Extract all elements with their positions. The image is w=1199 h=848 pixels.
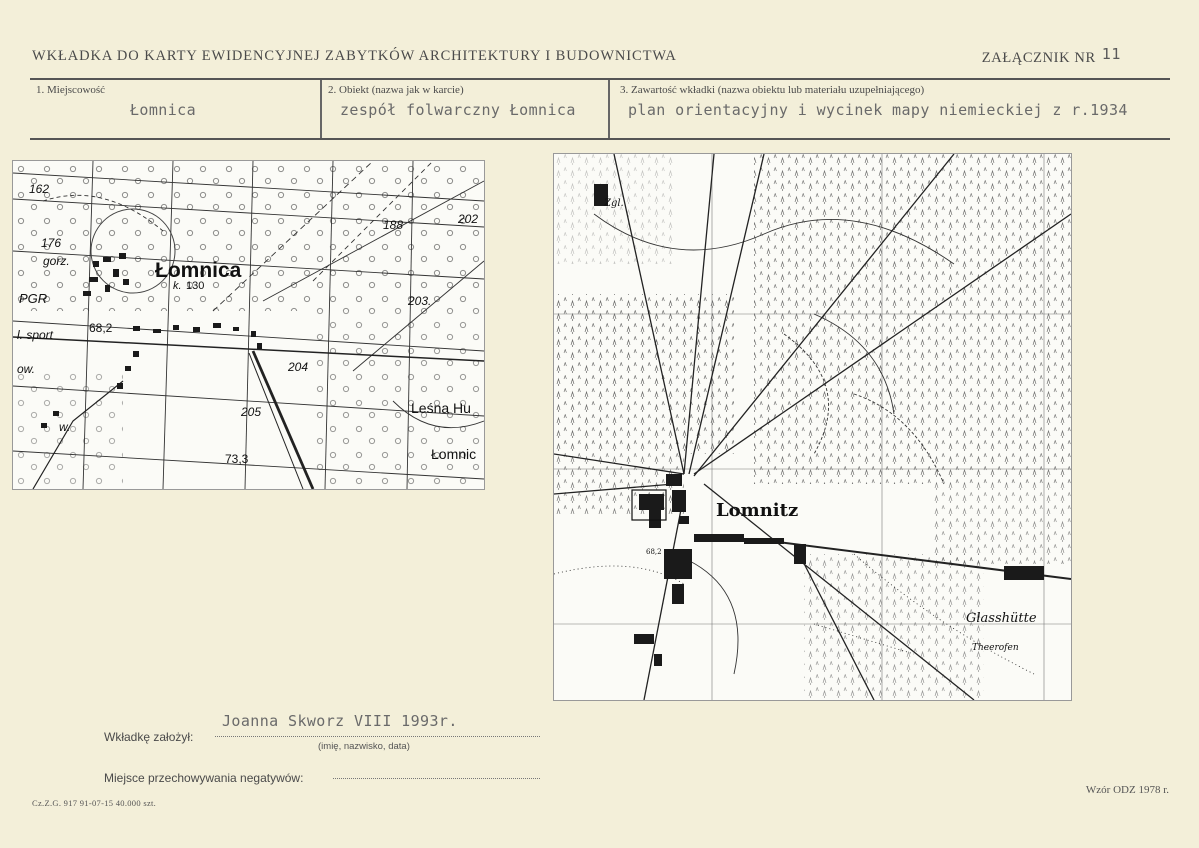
map-label-text: l. sport — [17, 328, 54, 342]
created-by-value: Joanna Skworz VIII 1993r. — [222, 712, 458, 730]
map-label-text: ow. — [17, 362, 36, 376]
map-label-elevation: 130 — [186, 280, 205, 292]
form-reference: Wzór ODZ 1978 r. — [1085, 784, 1169, 796]
attachment-number — [981, 45, 1121, 67]
negatives-storage-label: Miejsce przechowywania negatywów: — [104, 771, 304, 785]
created-by-label: Wkładkę założył: — [104, 730, 194, 744]
map-label-elevation: 188 — [383, 218, 404, 232]
created-by-hint: (imię, nazwisko, data) — [318, 741, 410, 752]
map-label-elevation: 162 — [29, 182, 50, 196]
map-label-town: Łomnica — [155, 259, 242, 282]
orientation-map — [12, 160, 485, 490]
field-locality-value: Łomnica — [130, 101, 197, 119]
map-label-elevation: 68,2 — [646, 548, 662, 556]
map-label-text: k. — [173, 280, 182, 292]
german-map-1934 — [553, 153, 1072, 701]
orientation-map-drawing — [13, 161, 484, 489]
field-locality-label: 1. Miejscowość — [36, 84, 106, 96]
document-title: WKŁADKA DO KARTY EWIDENCYJNEJ ZABYTKÓW ARCHITEKTURY I BUDOWNICTWA — [32, 48, 677, 64]
map-label-town: Lomnitz — [716, 500, 799, 521]
map-label-place: Łomnic — [431, 446, 477, 462]
map-label-place: Leśna Hu — [411, 400, 471, 416]
header-rule-bottom — [30, 138, 1170, 140]
field-object-value: zespół folwarczny Łomnica — [340, 101, 576, 119]
attachment-label: ZAŁĄCZNIK NR — [981, 50, 1096, 66]
field-object-label: 2. Obiekt (nazwa jak w karcie) — [328, 84, 464, 96]
map-label-text: Zgl. — [604, 198, 624, 209]
map-label-text: PGR — [19, 291, 48, 306]
map-label-elevation: 202 — [458, 212, 479, 226]
attachment-value: 11 — [1101, 45, 1121, 63]
field-divider — [320, 80, 322, 138]
german-map-drawing — [554, 154, 1071, 700]
map-label-elevation: 203. — [408, 294, 432, 308]
map-label-elevation: 68,2 — [89, 321, 113, 335]
field-divider — [608, 80, 610, 138]
header-rule-top — [30, 78, 1170, 80]
map-label-elevation: 176 — [41, 236, 62, 250]
field-contents-label: 3. Zawartość wkładki (nazwa obiektu lub materiału uzupełniającego) — [620, 84, 925, 96]
map-label-text: Theerofen — [972, 643, 1019, 653]
created-by-line — [215, 736, 540, 737]
map-label-elevation: 204 — [288, 360, 309, 374]
map-label-elevation: 205 — [241, 405, 262, 419]
map-label-elevation: 73,3 — [225, 452, 249, 466]
negatives-storage-line — [333, 778, 540, 779]
map-label-place: Glasshütte — [966, 611, 1037, 626]
map-label-text: gorz. — [43, 254, 70, 268]
print-info: Cz.Z.G. 917 91-07-15 40.000 szt. — [32, 798, 157, 808]
field-contents-value: plan orientacyjny i wycinek mapy niemieckiej z r.1934 — [628, 101, 1128, 119]
map-label-text: w. — [59, 420, 71, 434]
